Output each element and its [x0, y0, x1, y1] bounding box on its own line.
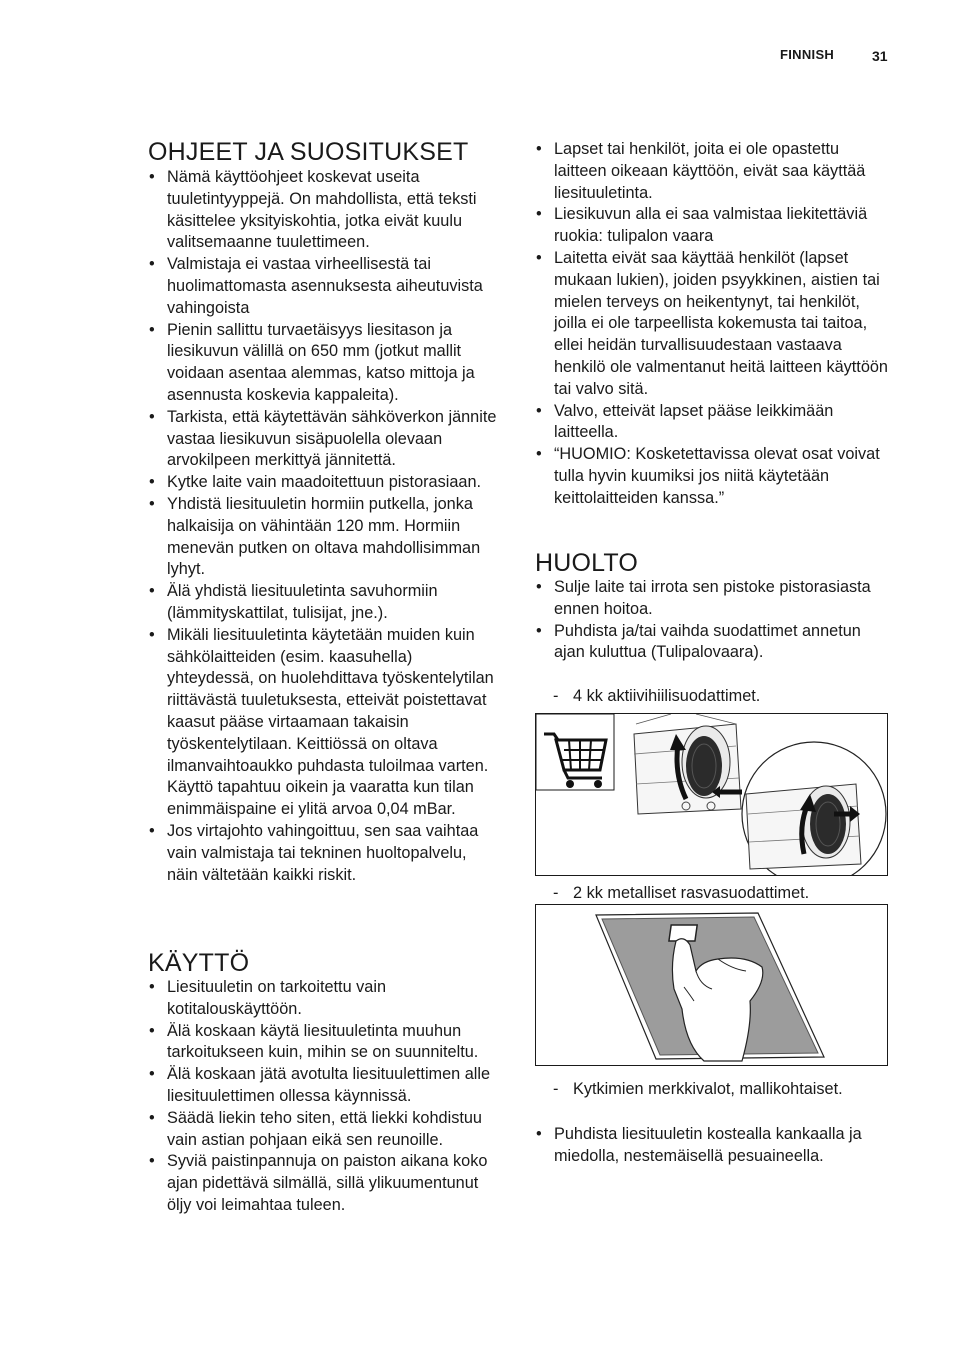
list-item: • Lapset tai henkilöt, joita ei ole opastettu laitteen oikeaan käyttöön, eivät saa käyttää liesituuletinta.: [535, 139, 890, 204]
sub-item-switch-lights: [553, 1079, 843, 1101]
header-language: FINNISH: [780, 47, 835, 62]
list-item: • “HUOMIO: Kosketettavissa olevat osat voivat tulla hyvin kuumiksi jos niitä käytetään keittolaitteiden kanssa.”: [535, 444, 890, 509]
grease-filter-illustration: [536, 905, 887, 1065]
list-item: • Laitetta eivät saa käyttää henkilöt (lapset mukaan lukien), joiden psyykkinen, aistien tai mielen terveys on heikentynyt, tai henkilöt, joilla ei ole tarpeellista kokemusta tai taitoa, ellei heidän turvallisuudestaan vastaava henkilö ole valmentanut heitä laitteen käyttöön tai valvo sitä.: [535, 248, 890, 401]
list-item: • Puhdista ja/tai vaihda suodattimet annetun ajan kuluttua (Tulipalovaara).: [535, 621, 890, 665]
carbon-filter-figure: [535, 713, 888, 876]
list-item: • Valmistaja ei vastaa virheellisestä tai huolimattomasta asennuksesta aiheutuvista vahingoista: [148, 254, 500, 319]
dash-marker: -: [553, 687, 559, 705]
sub-item-text: 2 kk metalliset rasvasuodattimet.: [573, 884, 810, 902]
sub-item-grease-filter: [553, 883, 809, 905]
sub-item-text: 4 kk aktiivihiilisuodattimet.: [573, 687, 761, 705]
list-item: • Sulje laite tai irrota sen pistoke pistorasiasta ennen hoitoa.: [535, 577, 890, 621]
list-item: • Älä yhdistä liesituuletinta savuhormiin (lämmityskattilat, tulisijat, jne.).: [148, 581, 500, 625]
list-item: • Nämä käyttöohjeet koskevat useita tuuletintyyppejä. On mahdollista, että teksti käsittelee yksityiskohtia, jotka eivät kuulu valitsemaanne tuulettimeen.: [148, 167, 500, 254]
list-item: • Jos virtajohto vahingoittuu, sen saa vaihtaa vain valmistaja tai tekninen huoltopalvelu, näin vältetään kaikki riskit.: [148, 821, 500, 886]
huolto-list: [535, 577, 890, 664]
list-item: • Puhdista liesituuletin kostealla kankaalla ja miedolla, nestemäisellä pesuaineella.: [535, 1124, 890, 1168]
hood-unit-right: [742, 742, 886, 875]
list-item: • Liesituuletin on tarkoitettu vain kotitalouskäyttöön.: [148, 977, 500, 1021]
section-title-huolto: HUOLTO: [535, 549, 639, 577]
list-item: • Pienin sallittu turvaetäisyys liesitason ja liesikuvun välillä on 650 mm (jotkut mallit voidaan asentaa alemmas, katso mittoja ja asennusta koskevia kappaleita).: [148, 320, 500, 407]
sub-item-text: Kytkimien merkkivalot, mallikohtaiset.: [573, 1080, 843, 1098]
hood-unit-left: [634, 714, 742, 814]
list-item: • Liesikuvun alla ei saa valmistaa liekitettäviä ruokia: tulipalon vaara: [535, 204, 890, 248]
right-top-list: [535, 139, 890, 510]
dash-marker: -: [553, 884, 559, 902]
list-item: • Kytke laite vain maadoitettuun pistorasiaan.: [148, 472, 500, 494]
list-item: • Valvo, etteivät lapset pääse leikkimään laitteella.: [535, 401, 890, 445]
sub-item-carbon-filter: [553, 686, 760, 708]
grease-filter-figure: [535, 904, 888, 1066]
carbon-filter-illustration: [536, 714, 887, 875]
list-item: • Älä koskaan käytä liesituuletinta muuhun tarkoitukseen kuin, mihin se on suunniteltu.: [148, 1021, 500, 1065]
list-item: • Tarkista, että käytettävän sähköverkon jännite vastaa liesikuvun sisäpuolella olevaan arvokilpeen merkittyä jännitettä.: [148, 407, 500, 472]
dash-marker: -: [553, 1080, 559, 1098]
huolto-final-list: [535, 1124, 890, 1168]
section-title-ohjeet: OHJEET JA SUOSITUKSET: [148, 138, 469, 166]
list-item: • Älä koskaan jätä avotulta liesituulettimen alle liesituulettimen ollessa käynnissä.: [148, 1064, 500, 1108]
page-number: 31: [872, 48, 888, 64]
list-item: • Yhdistä liesituuletin hormiin putkella, jonka halkaisija on vähintään 120 mm. Hormiin menevän putken on oltava mahdollisimman lyhyt.: [148, 494, 500, 581]
list-item: • Mikäli liesituuletinta käytetään muiden kuin sähkölaitteiden (esim. kaasuhella) yhteydessä, on huolehdittava työskentelytilan riittävästä tuuletuksesta, etteivät poistettavat kaasut pääse virtaamaan takaisin työskentelytilaan. Keittiössä on oltava ilmanvaihtoaukko puhdasta tuloilmaa varten. Käyttö tapahtuu oikein ja vaaratta kun tilan enimmäispaine ei ylitä arvoa 0,04 mBar.: [148, 625, 500, 821]
section-title-kaytto: KÄYTTÖ: [148, 949, 250, 977]
list-item: • Syviä paistinpannuja on paiston aikana koko ajan pidettävä silmällä, sillä ylikuumentunut öljy voi leimahtaa tuleen.: [148, 1151, 500, 1216]
kaytto-list: [148, 977, 500, 1217]
ohjeet-list: [148, 167, 500, 886]
list-item: • Säädä liekin teho siten, että liekki kohdistuu vain astian pohjaan eikä sen reunoille.: [148, 1108, 500, 1152]
